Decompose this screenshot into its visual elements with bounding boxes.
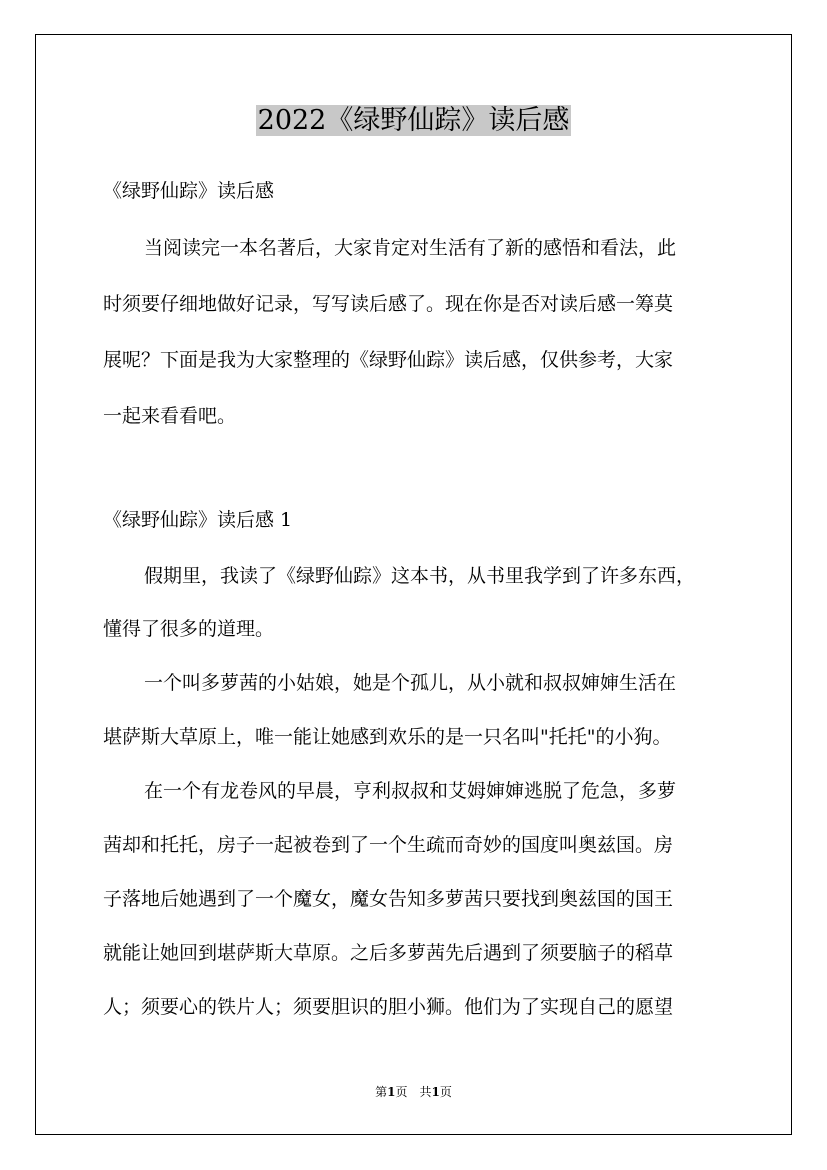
paragraph-line: 人；须要心的铁片人；须要胆识的胆小狮。他们为了实现自己的愿望 (103, 996, 674, 1018)
paragraph-line: 堪萨斯大草原上，唯一能让她感到欢乐的是一只名叫"托托"的小狗。 (103, 726, 672, 748)
paragraph-line: 子落地后她遇到了一个魔女，魔女告知多萝茜只要找到奥兹国的国王 (103, 888, 674, 910)
footer-suffix: 页 (439, 1085, 452, 1099)
intro-heading-text: 《绿野仙踪》读后感 (103, 180, 275, 202)
paragraph-line: 茜却和托托，房子一起被卷到了一个生疏而奇妙的国度叫奥兹国。房 (103, 834, 674, 856)
footer-prefix: 第 (375, 1085, 388, 1099)
document-title-text: 2022《绿野仙踪》读后感 (257, 105, 570, 136)
paragraph-line: 懂得了很多的道理。 (103, 618, 275, 640)
footer-total-pages: 1 (431, 1085, 440, 1099)
paragraph-line: 在一个有龙卷风的早晨，亨利叔叔和艾姆婶婶逃脱了危急，多萝 (144, 780, 677, 802)
intro-line: 时须要仔细地做好记录，写写读后感了。现在你是否对读后感一筹莫 (103, 293, 674, 315)
footer-mid: 页 共 (395, 1085, 432, 1099)
section-heading-text: 《绿野仙踪》读后感 1 (103, 509, 293, 531)
document-title (0, 101, 827, 141)
paragraph-line: 就能让她回到堪萨斯大草原。之后多萝茜先后遇到了须要脑子的稻草 (103, 942, 674, 964)
intro-line: 当阅读完一本名著后，大家肯定对生活有了新的感悟和看法，此 (144, 237, 677, 259)
footer-page-number: 1 (387, 1085, 396, 1099)
intro-line: 展呢？下面是我为大家整理的《绿野仙踪》读后感，仅供参考，大家 (103, 349, 674, 371)
paragraph-line: 假期里，我读了《绿野仙踪》这本书，从书里我学到了许多东西， (144, 565, 696, 587)
intro-line: 一起来看看吧。 (103, 405, 237, 427)
page-footer (0, 1083, 827, 1100)
paragraph-line: 一个叫多萝茜的小姑娘，她是个孤儿，从小就和叔叔婶婶生活在 (144, 672, 677, 694)
